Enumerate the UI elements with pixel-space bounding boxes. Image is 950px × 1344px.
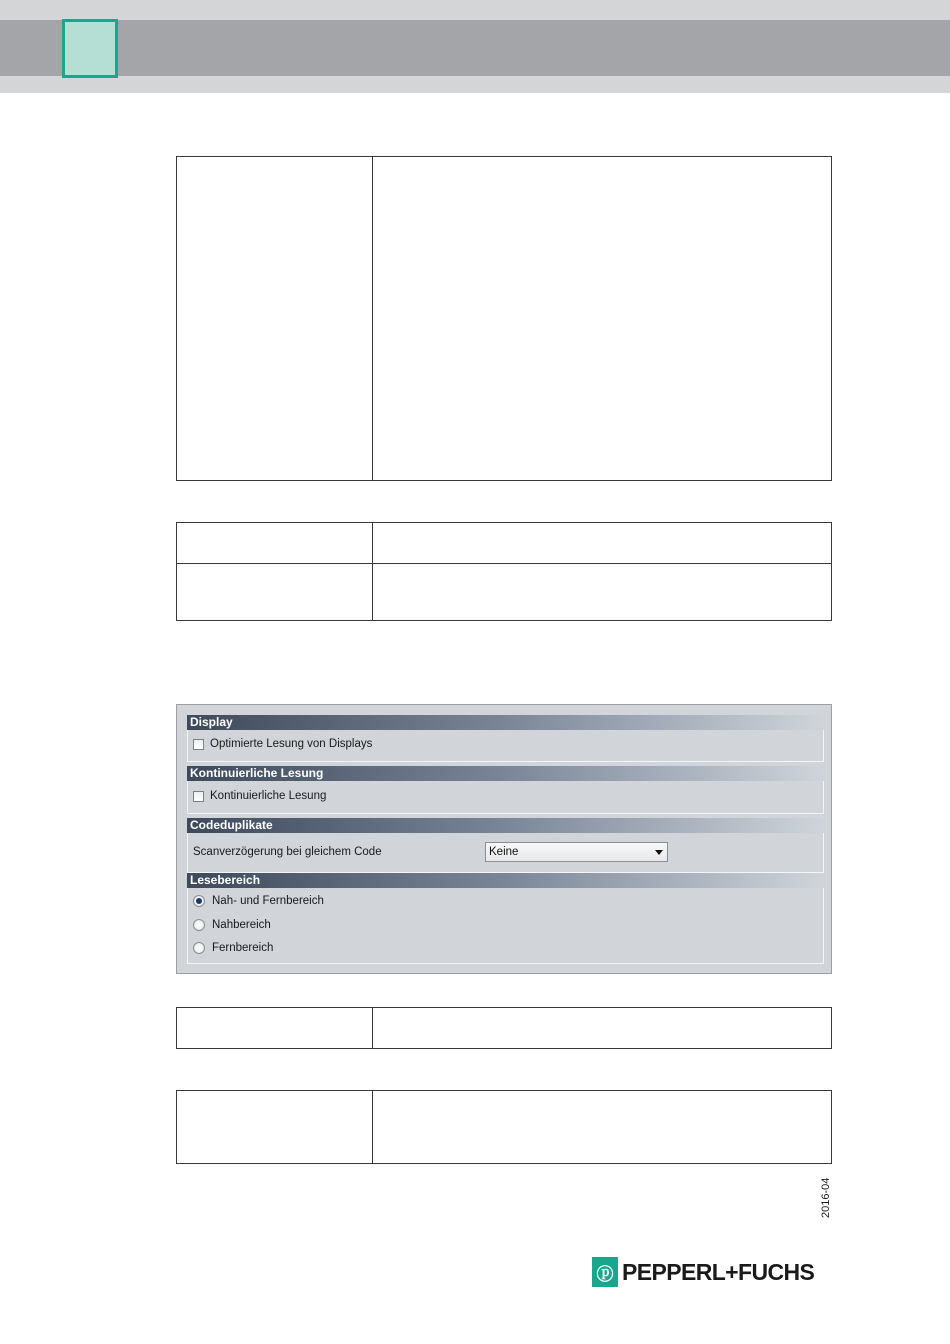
- table-row: [177, 564, 832, 621]
- table-row: [177, 1091, 832, 1164]
- header-bar: [0, 20, 950, 76]
- radio-option[interactable]: [193, 919, 271, 931]
- display-checkbox-row[interactable]: [193, 738, 372, 750]
- chapter-marker: [62, 19, 118, 78]
- table-cell: [373, 564, 832, 621]
- radio-label: Nah- und Fernbereich: [212, 895, 324, 907]
- brand-logo: [592, 1257, 814, 1287]
- section-body: [187, 888, 824, 964]
- radio-option[interactable]: [193, 895, 324, 907]
- settings-panel: [176, 704, 832, 974]
- table-cell: [373, 523, 832, 564]
- section-header: Codeduplikate: [187, 818, 824, 833]
- section-body: [187, 781, 824, 814]
- table-cell: [177, 1091, 373, 1164]
- continuous-checkbox-row[interactable]: [193, 790, 326, 802]
- checkbox[interactable]: [193, 791, 204, 802]
- section-body: [187, 833, 824, 873]
- scan-delay-select[interactable]: [485, 842, 668, 862]
- pf-logo-icon: ⓟ: [592, 1257, 618, 1287]
- display-section: [187, 715, 824, 762]
- radio-option[interactable]: [193, 942, 273, 954]
- table-cell: [373, 1008, 832, 1049]
- table-row: [177, 157, 832, 481]
- table-cell: [177, 523, 373, 564]
- section-header: Kontinuierliche Lesung: [187, 766, 824, 781]
- table-cell: [373, 157, 832, 481]
- table-cell: [177, 1008, 373, 1049]
- table-cell: [373, 1091, 832, 1164]
- scan-delay-label: Scanverzögerung bei gleichem Code: [193, 846, 382, 858]
- checkbox-label: Optimierte Lesung von Displays: [210, 738, 373, 750]
- table-3: [176, 1007, 832, 1049]
- checkbox-label: Kontinuierliche Lesung: [210, 790, 327, 802]
- duplicates-section: [187, 818, 824, 873]
- chevron-down-icon[interactable]: [655, 850, 663, 855]
- table-4: [176, 1090, 832, 1164]
- radio-button[interactable]: [193, 919, 205, 931]
- table-2: [176, 522, 832, 621]
- table-cell: [177, 157, 373, 481]
- table-row: [177, 1008, 832, 1049]
- read-range-section: [187, 873, 824, 964]
- radio-label: Nahbereich: [212, 919, 271, 931]
- select-value: Keine: [489, 846, 519, 858]
- checkbox[interactable]: [193, 739, 204, 750]
- radio-label: Fernbereich: [212, 942, 274, 954]
- document-date: 2016-04: [820, 1177, 832, 1218]
- section-header: Lesebereich: [187, 873, 824, 888]
- section-body: [187, 730, 824, 762]
- table-row: [177, 523, 832, 564]
- section-header: Display: [187, 715, 824, 730]
- brand-name: PEPPERL+FUCHS: [622, 1258, 815, 1285]
- radio-button[interactable]: [193, 942, 205, 954]
- table-cell: [177, 564, 373, 621]
- continuous-section: [187, 766, 824, 814]
- radio-button[interactable]: [193, 895, 205, 907]
- table-1: [176, 156, 832, 481]
